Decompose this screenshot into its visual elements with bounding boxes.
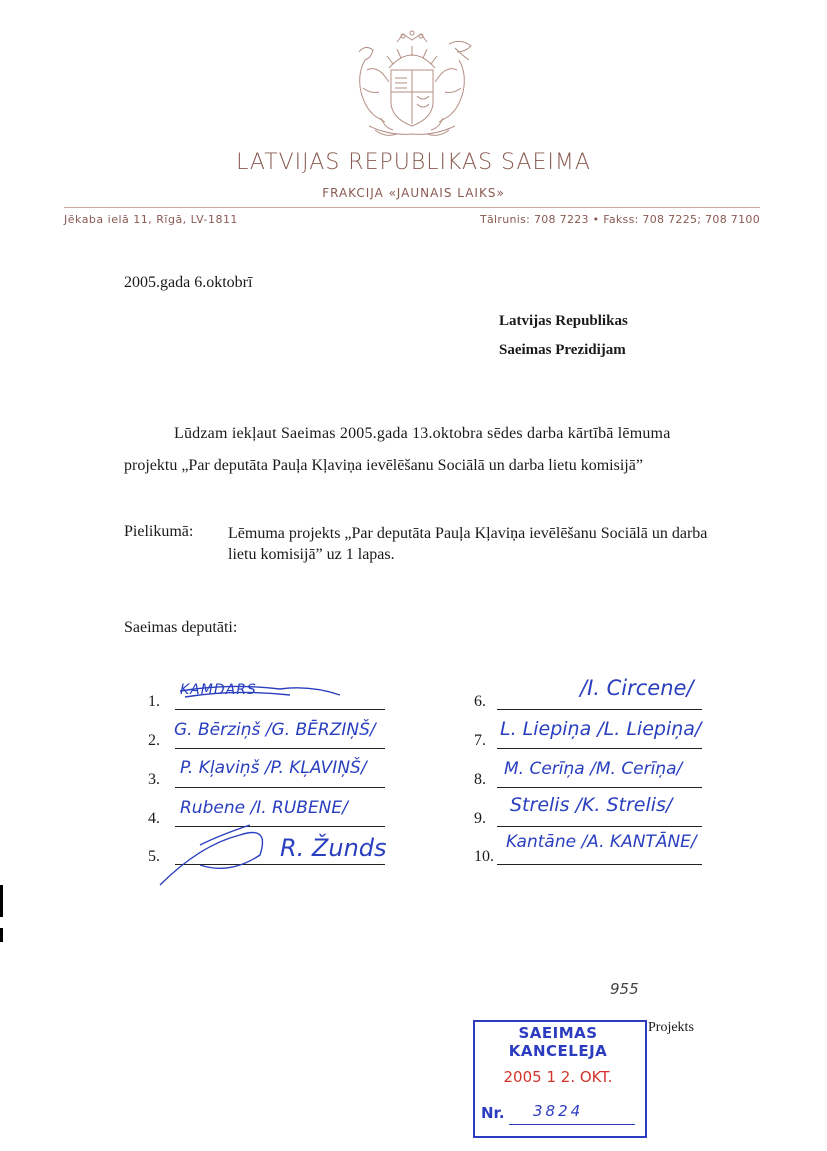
handwritten-signature: Strelis /K. Strelis/ [510, 794, 673, 816]
signature-number: 8. [474, 771, 486, 788]
signature-number: 9. [474, 810, 486, 827]
stamp-number-line [509, 1124, 635, 1125]
projekts-label: Projekts [648, 1020, 694, 1035]
deputies-heading: Saeimas deputāti: [124, 619, 238, 636]
scan-edge-mark [0, 928, 3, 942]
signature-scribbles [140, 675, 460, 905]
stamp-date: 2005 1 2. OKT. [503, 1068, 613, 1086]
signature-number: 1. [148, 693, 160, 710]
signature-number: 5. [148, 848, 160, 865]
handwritten-signature: KAMDARS [180, 682, 257, 698]
handwritten-signature: R. Žunds [280, 834, 387, 862]
handwritten-signature: M. Cerīņa /M. Cerīņa/ [504, 759, 683, 779]
letterhead-divider [64, 207, 760, 208]
recipient-line-1: Latvijas Republikas [499, 313, 628, 329]
body-paragraph-line-1: Lūdzam iekļaut Saeimas 2005.gada 13.oktobra sēdes darba kārtībā lēmuma [174, 425, 671, 442]
signature-number: 2. [148, 732, 160, 749]
scan-edge-mark [0, 885, 3, 917]
signature-line [497, 709, 702, 710]
body-paragraph-line-2: projektu „Par deputāta Pauļa Kļaviņa ievēlēšanu Sociālā un darba lietu komisijā” [124, 457, 643, 474]
handwritten-signature: Kantāne /A. KANTĀNE/ [506, 832, 697, 852]
signature-number: 3. [148, 771, 160, 788]
recipient-line-2: Saeimas Prezidijam [499, 342, 626, 358]
signature-number: 6. [474, 693, 486, 710]
contact-text: Tālrunis: 708 7223 • Fakss: 708 7225; 708 7100 [479, 213, 760, 226]
handwritten-signature: /I. Circene/ [580, 676, 694, 700]
handwritten-signature: P. Kļaviņš /P. KĻAVIŅŠ/ [180, 758, 367, 778]
registry-stamp [473, 1020, 647, 1138]
signature-number: 10. [474, 848, 494, 865]
coat-of-arms-emblem [345, 30, 480, 142]
stamp-number-value: 3824 [533, 1102, 584, 1120]
attachment-text: Lēmuma projekts „Par deputāta Pauļa Kļaviņa ievēlēšanu Sociālā un darba lietu komisijā” uz 1 lapas. [228, 525, 708, 563]
handwritten-signature: Rubene /I. RUBENE/ [180, 798, 348, 818]
stamp-title: SAEIMAS KANCELEJA [508, 1024, 608, 1060]
address-text: Jēkaba ielā 11, Rīgā, LV-1811 [64, 213, 238, 226]
attachment-label: Pielikumā: [124, 523, 194, 540]
signature-number: 4. [148, 810, 160, 827]
handwritten-signature: L. Liepiņa /L. Liepiņa/ [500, 718, 702, 740]
handwritten-note: 955 [610, 980, 639, 998]
signature-line [497, 864, 702, 865]
signature-line [497, 787, 702, 788]
faction-subtitle: FRAKCIJA «JAUNAIS LAIKS» [322, 186, 505, 200]
signature-number: 7. [474, 732, 486, 749]
signature-line [497, 748, 702, 749]
signature-line [497, 826, 702, 827]
handwritten-signature: G. Bērziņš /G. BĒRZIŅŠ/ [174, 720, 376, 740]
letter-date: 2005.gada 6.oktobrī [124, 274, 253, 291]
organization-title: LATVIJAS REPUBLIKAS SAEIMA [236, 150, 591, 175]
stamp-number-label: Nr. [481, 1104, 505, 1122]
